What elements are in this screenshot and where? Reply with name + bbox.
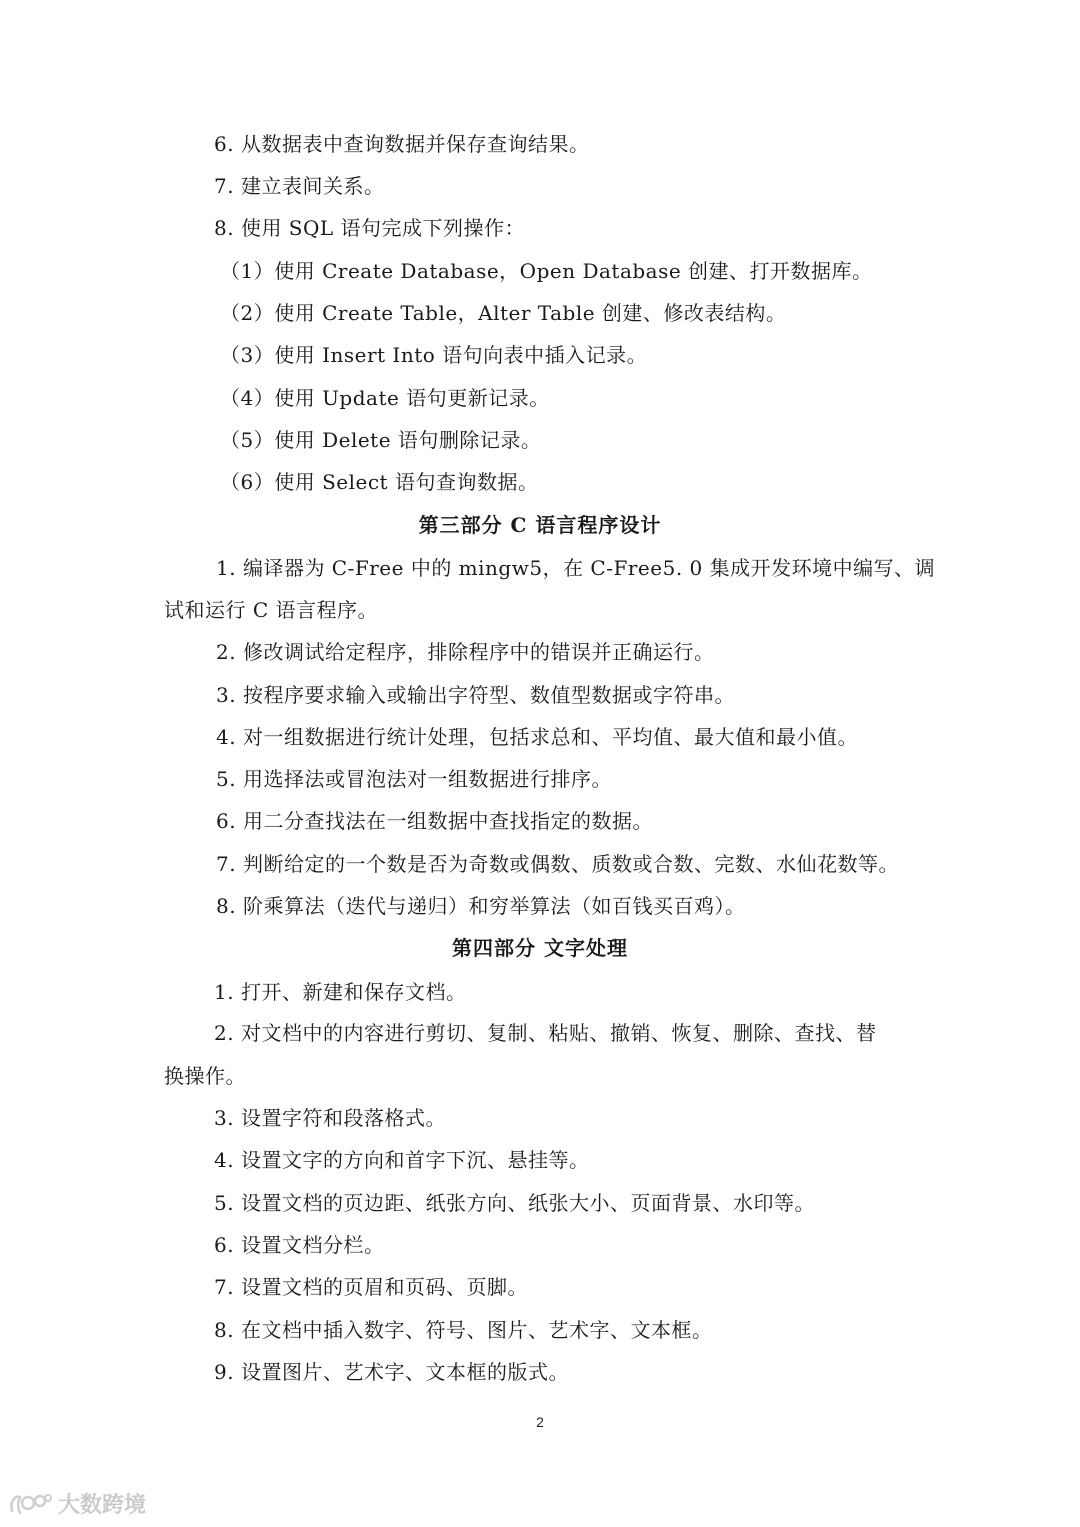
list-item: 1. 编译器为 C-Free 中的 mingw5，在 C-Free5. 0 集成开发环境中编写、调 (216, 556, 936, 580)
sub-list-item: （4）使用 Update 语句更新记录。 (220, 386, 550, 410)
sub-list-item: （6）使用 Select 语句查询数据。 (220, 470, 539, 494)
list-item: 7. 设置文档的页眉和页码、页脚。 (214, 1275, 528, 1299)
list-item-continuation: 试和运行 C 语言程序。 (164, 598, 379, 622)
list-item: 2. 对文档中的内容进行剪切、复制、粘贴、撤销、恢复、删除、查找、替 (214, 1021, 877, 1045)
list-item: 4. 对一组数据进行统计处理，包括求总和、平均值、最大值和最小值。 (216, 725, 858, 749)
sub-list-item: （3）使用 Insert Into 语句向表中插入记录。 (220, 343, 648, 367)
page-number: 2 (536, 1414, 544, 1430)
list-item: 5. 用选择法或冒泡法对一组数据进行排序。 (216, 767, 612, 791)
sub-list-item: （2）使用 Create Table，Alter Table 创建、修改表结构。 (220, 301, 787, 325)
list-item: 8. 使用 SQL 语句完成下列操作： (214, 216, 526, 240)
sub-list-item: （1）使用 Create Database，Open Database 创建、打开数据库。 (220, 259, 873, 283)
list-item: 6. 设置文档分栏。 (214, 1233, 385, 1257)
watermark-text: 大数跨境 (58, 1493, 147, 1518)
sub-list-item: （5）使用 Delete 语句删除记录。 (220, 428, 542, 452)
list-item: 7. 判断给定的一个数是否为奇数或偶数、质数或合数、完数、水仙花数等。 (216, 852, 899, 876)
list-item: 8. 在文档中插入数字、符号、图片、艺术字、文本框。 (214, 1318, 713, 1342)
watermark-logo-icon (8, 1489, 52, 1519)
list-item: 2. 修改调试给定程序，排除程序中的错误并正确运行。 (216, 640, 715, 664)
list-item: 5. 设置文档的页边距、纸张方向、纸张大小、页面背景、水印等。 (214, 1191, 815, 1215)
list-item: 4. 设置文字的方向和首字下沉、悬挂等。 (214, 1148, 590, 1172)
list-item: 6. 从数据表中查询数据并保存查询结果。 (214, 132, 590, 156)
list-item: 3. 设置字符和段落格式。 (214, 1106, 446, 1130)
section-heading: 第四部分 文字处理 (452, 936, 628, 960)
list-item: 3. 按程序要求输入或输出字符型、数值型数据或字符串。 (216, 683, 735, 707)
list-item: 8. 阶乘算法（迭代与递归）和穷举算法（如百钱买百鸡）。 (216, 894, 746, 918)
section-heading: 第三部分 C 语言程序设计 (418, 513, 662, 537)
list-item: 9. 设置图片、艺术字、文本框的版式。 (214, 1360, 569, 1384)
list-item: 1. 打开、新建和保存文档。 (214, 980, 467, 1004)
watermark (8, 1488, 146, 1519)
list-item-continuation: 换操作。 (164, 1064, 246, 1088)
list-item: 7. 建立表间关系。 (214, 174, 385, 198)
list-item: 6. 用二分查找法在一组数据中查找指定的数据。 (216, 809, 653, 833)
